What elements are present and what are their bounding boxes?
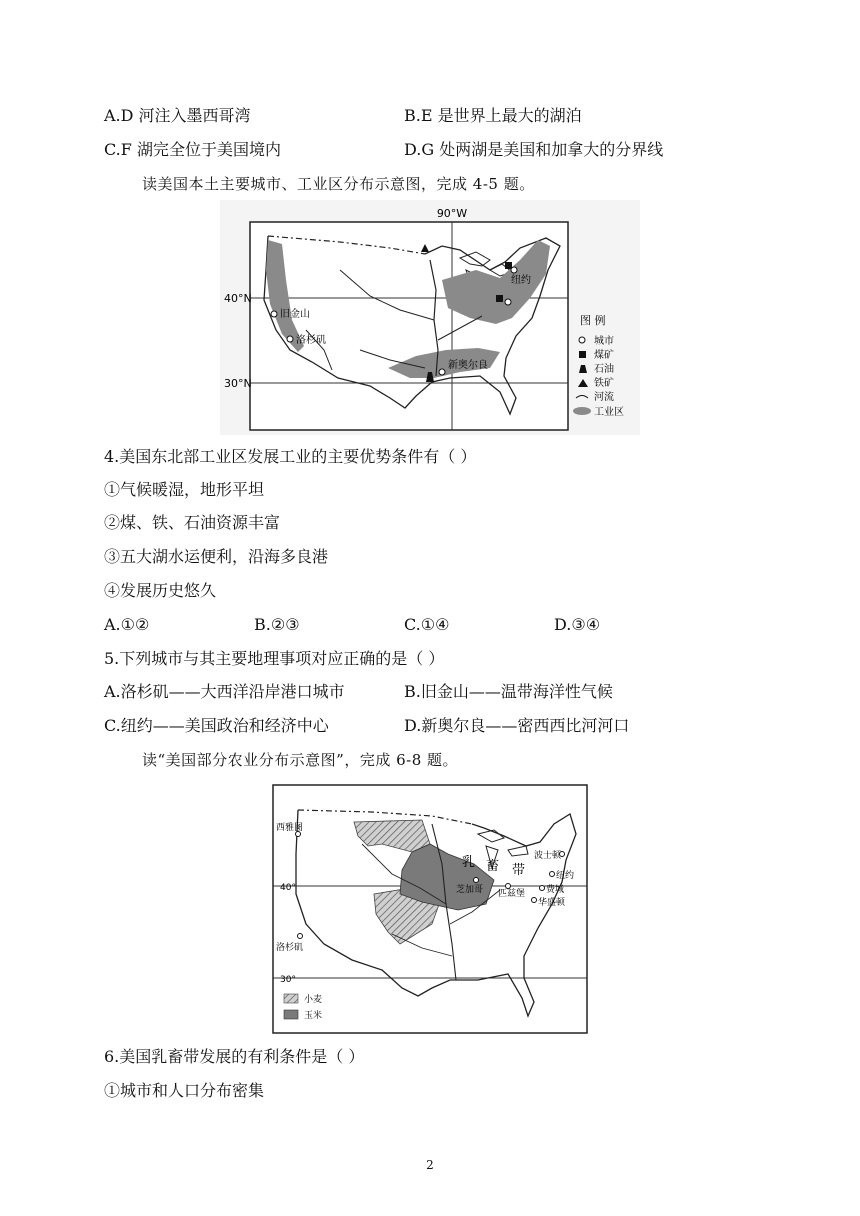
lat-40-label: 40°N: [224, 292, 252, 305]
city-pittsburgh-label: 匹兹堡: [498, 889, 526, 899]
q6-stem: 6.美国乳畜带发展的有利条件是（ ）: [104, 1047, 365, 1066]
q6-item-1: ①城市和人口分布密集: [104, 1081, 265, 1100]
q3-option-a: A.D 河注入墨西哥湾: [104, 106, 251, 125]
city-seattle-label: 西雅图: [276, 823, 304, 833]
intro-4-5: 读美国本土主要城市、工业区分布示意图，完成 4-5 题。: [142, 175, 535, 193]
city-no-label: 新奥尔良: [448, 360, 488, 371]
city-la-label: 洛杉矶: [296, 335, 326, 346]
q4-option-c: C.①④: [404, 615, 450, 634]
legend-corn: 玉米: [304, 1011, 323, 1021]
legend-corn-icon: [284, 1010, 298, 1019]
dairy-belt-char-1: 乳: [462, 855, 476, 870]
q4-item-4: ④发展历史悠久: [104, 581, 217, 600]
q4-item-2: ②煤、铁、石油资源丰富: [104, 513, 281, 532]
coal-icon: [496, 295, 503, 302]
legend-industry: 工业区: [594, 407, 624, 418]
dairy-belt-char-2: 畜: [486, 859, 500, 874]
legend-wheat-icon: [284, 994, 298, 1003]
city-icon: [550, 872, 555, 877]
city-icon: [439, 369, 445, 375]
city-ny-label: 纽约: [556, 871, 575, 881]
legend-city: 城市: [594, 336, 614, 347]
legend-river: 河流: [594, 392, 614, 403]
q5-option-a: A.洛杉矶——大西洋沿岸港口城市: [104, 682, 345, 701]
city-la-label: 洛杉矶: [276, 943, 304, 953]
coal-icon: [505, 262, 512, 269]
city-boston-label: 波士顿: [534, 851, 562, 861]
legend-oil: 石油: [594, 364, 614, 375]
lat-40-label: 40°: [280, 883, 296, 893]
dairy-belt-char-3: 带: [512, 863, 526, 878]
us-industry-map: [220, 200, 640, 435]
city-icon: [474, 878, 479, 883]
city-icon: [506, 884, 511, 889]
city-icon: [298, 934, 303, 939]
intro-6-8: 读“美国部分农业分布示意图”，完成 6-8 题。: [142, 751, 459, 769]
legend-industry-icon: [573, 407, 591, 415]
q4-option-b: B.②③: [254, 615, 300, 634]
city-icon: [505, 299, 511, 305]
q5-option-d: D.新奥尔良——密西西比河河口: [404, 716, 630, 735]
city-icon: [540, 886, 545, 891]
q3-option-d: D.G 处两湖是美国和加拿大的分界线: [404, 140, 664, 159]
city-icon: [287, 336, 293, 342]
q3-option-b: B.E 是世界上最大的湖泊: [404, 106, 582, 125]
city-ny-label: 纽约: [511, 275, 531, 286]
q3-option-c: C.F 湖完全位于美国境内: [104, 140, 281, 159]
city-chicago-label: 芝加哥: [456, 885, 484, 895]
q4-item-3: ③五大湖水运便利，沿海多良港: [104, 547, 329, 566]
q5-stem: 5.下列城市与其主要地理事项对应正确的是（ ）: [104, 649, 445, 668]
q4-option-a: A.①②: [104, 615, 150, 634]
legend-title: 图 例: [580, 314, 606, 327]
legend-coal-icon: [579, 351, 586, 358]
city-dc-label: 华盛顿: [538, 898, 566, 908]
q5-option-c: C.纽约——美国政治和经济中心: [104, 716, 329, 735]
city-icon: [271, 311, 277, 317]
city-philly-label: 费城: [546, 885, 565, 895]
legend-city-icon: [579, 337, 585, 343]
longitude-label: 90°W: [436, 207, 468, 220]
legend-coal: 煤矿: [594, 350, 614, 361]
q4-item-1: ①气候暖湿，地形平坦: [104, 480, 265, 499]
legend-iron: 铁矿: [594, 378, 614, 389]
q4-option-d: D.③④: [554, 615, 601, 634]
q5-option-b: B.旧金山——温带海洋性气候: [404, 682, 613, 701]
lat-30-label: 30°N: [224, 377, 252, 390]
lat-30-label: 30°: [280, 975, 296, 985]
city-icon: [532, 898, 537, 903]
city-sf-label: 旧金山: [280, 309, 310, 320]
us-agriculture-map: [272, 784, 588, 1034]
q4-stem: 4.美国东北部工业区发展工业的主要优势条件有（ ）: [104, 447, 477, 466]
city-icon: [511, 267, 517, 273]
page-number: 2: [426, 1158, 434, 1172]
legend-wheat: 小麦: [304, 995, 323, 1005]
